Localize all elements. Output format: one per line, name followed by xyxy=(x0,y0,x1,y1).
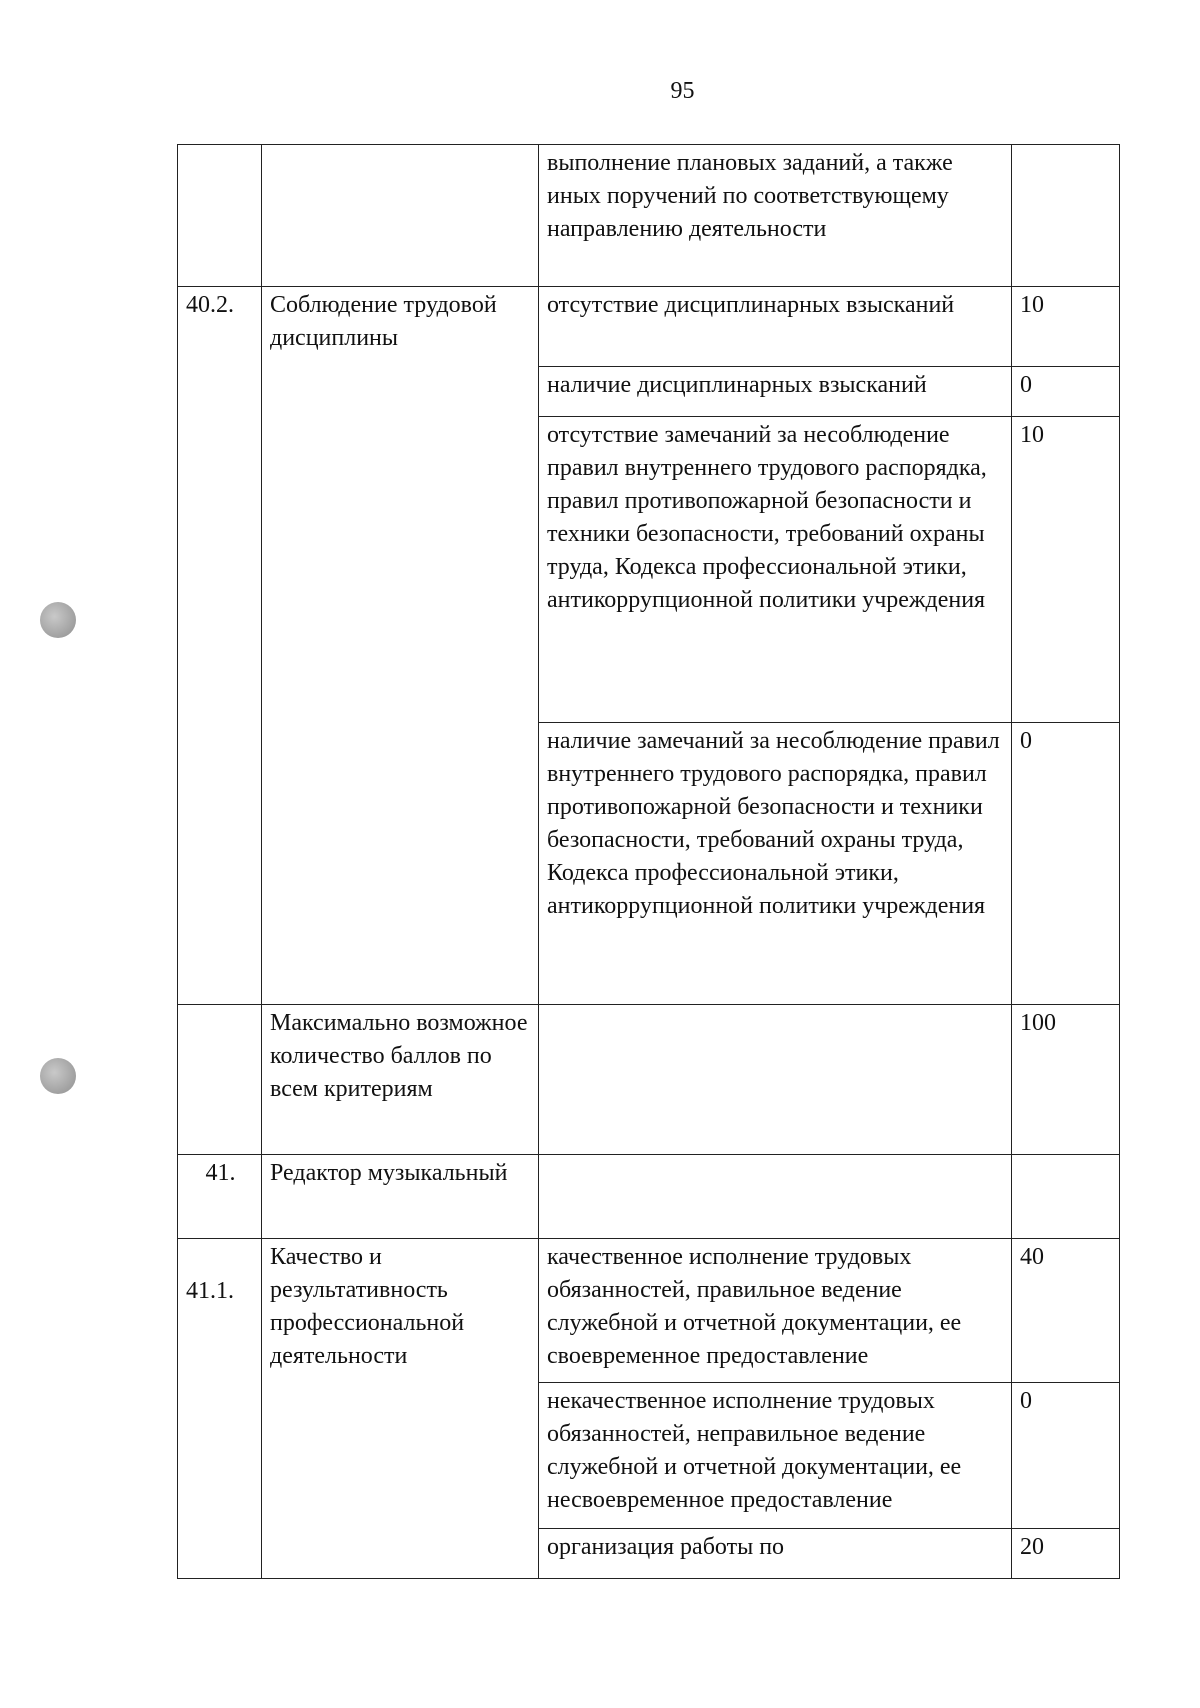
indicator-text xyxy=(539,1005,1012,1155)
criterion-name: Редактор музыкальный xyxy=(262,1155,539,1239)
table-row xyxy=(178,1239,1120,1383)
indicator-text: выполнение плановых заданий, а также иных поручений по соответствующему направлению деятельности xyxy=(539,145,1012,287)
criterion-name xyxy=(262,145,539,287)
points-value: 0 xyxy=(1012,1383,1120,1529)
points-value: 100 xyxy=(1012,1005,1120,1155)
points-value: 0 xyxy=(1012,367,1120,417)
indicator-text: качественное исполнение трудовых обязанностей, правильное ведение служебной и отчетной документации, ее своевременное предоставление xyxy=(539,1239,1012,1383)
points-value: 10 xyxy=(1012,417,1120,723)
points-value: 40 xyxy=(1012,1239,1120,1383)
indicator-text: некачественное исполнение трудовых обязанностей, неправильное ведение служебной и отчетной документации, ее несвоевременное предоставление xyxy=(539,1383,1012,1529)
row-number: 41.1. xyxy=(178,1239,262,1579)
table-row xyxy=(178,1155,1120,1239)
points-value: 10 xyxy=(1012,287,1120,367)
row-number xyxy=(178,145,262,287)
indicator-text: наличие замечаний за несоблюдение правил внутреннего трудового распорядка, правил противопожарной безопасности и техники безопасности, требований охраны труда, Кодекса профессиональной этики, антикоррупционной политики учреждения xyxy=(539,723,1012,1005)
row-number: 41. xyxy=(178,1155,262,1239)
indicator-text: отсутствие замечаний за несоблюдение правил внутреннего трудового распорядка, правил противопожарной безопасности и техники безопасности, требований охраны труда, Кодекса профессиональной этики, антикоррупционной политики учреждения xyxy=(539,417,1012,723)
points-value: 20 xyxy=(1012,1529,1120,1579)
points-value: 0 xyxy=(1012,723,1120,1005)
criteria-table xyxy=(177,144,1120,1579)
indicator-text: отсутствие дисциплинарных взысканий xyxy=(539,287,1012,367)
indicator-text: наличие дисциплинарных взысканий xyxy=(539,367,1012,417)
punch-hole xyxy=(40,602,76,638)
page-number: 95 xyxy=(670,78,695,104)
criterion-name: Соблюдение трудовой дисциплины xyxy=(262,287,539,1005)
table-row xyxy=(178,145,1120,287)
points-value xyxy=(1012,145,1120,287)
indicator-text: организация работы по xyxy=(539,1529,1012,1579)
table-row xyxy=(178,287,1120,367)
punch-hole xyxy=(40,1058,76,1094)
indicator-text xyxy=(539,1155,1012,1239)
row-number xyxy=(178,1005,262,1155)
table-row xyxy=(178,1005,1120,1155)
criterion-name: Максимально возможное количество баллов по всем критериям xyxy=(262,1005,539,1155)
points-value xyxy=(1012,1155,1120,1239)
criterion-name: Качество и результативность профессиональной деятельности xyxy=(262,1239,539,1579)
row-number: 40.2. xyxy=(178,287,262,1005)
